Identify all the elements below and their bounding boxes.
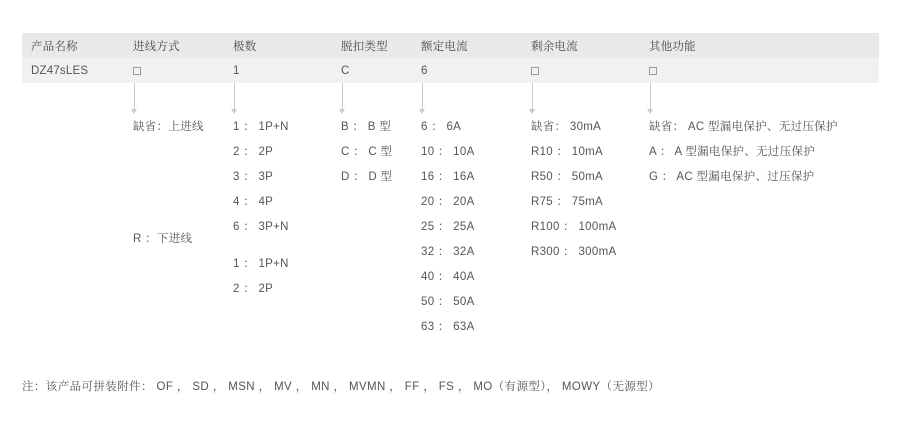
arrow-connectors (22, 83, 879, 115)
legend-entry: 缺省： AC 型漏电保护、无过压保护 (649, 121, 838, 133)
legend-col-pole-number (224, 115, 332, 365)
legend-group (133, 227, 224, 252)
legend-group (421, 115, 522, 340)
legend-group (233, 115, 332, 240)
legend-group (531, 115, 640, 265)
table-value-row (22, 58, 879, 83)
legend-col-trip-type (332, 115, 412, 365)
table-value-cell-residual (522, 58, 640, 83)
legend-group (133, 115, 224, 140)
legend-entry: 25 ： 25A (421, 221, 475, 233)
legend-entry: 50 ： 50A (421, 296, 475, 308)
legend-entry: 3 ： 3P (233, 171, 274, 183)
legend-entry: 1 ： 1P+N (233, 121, 289, 133)
table-header-row (22, 33, 879, 58)
table-header-cell: 脱扣类型 (341, 40, 388, 53)
footnote: 注：该产品可拼装附件： OF ， SD ， MSN ， MV ， MN ， MVMN ， FF ， FS ， MO（有源型）， MOWY（无源型） (22, 381, 661, 393)
legend-entry: 2 ： 2P (233, 283, 274, 295)
table-header-cell: 产品名称 (31, 40, 78, 53)
arrow-down-icon (234, 83, 235, 109)
legend-entry: 1 ： 1P+N (233, 258, 289, 270)
legend-entry: R50 ： 50mA (531, 171, 604, 183)
legend-entry: 32 ： 32A (421, 246, 475, 258)
legend-col-incoming-line-mode (124, 115, 224, 365)
legend-entry: R ：下进线 (133, 233, 193, 245)
legend-entry: 16 ： 16A (421, 171, 475, 183)
table-header-cell: 额定电流 (421, 40, 468, 53)
arrow-down-icon (650, 83, 651, 109)
table-header-cell: 剩余电流 (531, 40, 578, 53)
legend-entry: 2 ： 2P (233, 146, 274, 158)
legend-entry: 6 ： 3P+N (233, 221, 289, 233)
spacer (133, 177, 224, 202)
legend-entry: 缺省：上进线 (133, 121, 204, 133)
legend-columns (22, 115, 879, 365)
legend-col-residual-current (522, 115, 640, 365)
table-value-cell-incoming (124, 58, 224, 83)
arrow-down-icon (134, 83, 135, 109)
legend-entry: 6 ： 6A (421, 121, 462, 133)
legend-entry: R300 ： 300mA (531, 246, 617, 258)
table-header-cell: 极数 (233, 40, 257, 53)
table-value-cell-other (640, 58, 879, 83)
arrow-down-icon (532, 83, 533, 109)
legend-entry: 10 ： 10A (421, 146, 475, 158)
placeholder-box-icon (649, 67, 657, 75)
table-value-cell-current: 6 (421, 64, 428, 77)
spacer (133, 202, 224, 227)
legend-entry: 20 ： 20A (421, 196, 475, 208)
legend-col-product-name (22, 115, 124, 365)
legend-entry: R75 ： 75mA (531, 196, 604, 208)
legend-entry: A ： A 型漏电保护、无过压保护 (649, 146, 816, 158)
legend-entry: D ： D 型 (341, 171, 393, 183)
legend-group (341, 115, 412, 190)
legend-entry: 63 ： 63A (421, 321, 475, 333)
legend-entry: C ： C 型 (341, 146, 393, 158)
legend-entry: 40 ： 40A (421, 271, 475, 283)
legend-entry: R100 ： 100mA (531, 221, 617, 233)
spacer (133, 152, 224, 177)
legend-col-other-functions (640, 115, 879, 365)
arrow-down-icon (342, 83, 343, 109)
code-structure-table (22, 33, 879, 83)
placeholder-box-icon (531, 67, 539, 75)
legend-entry: R10 ： 10mA (531, 146, 604, 158)
table-value-cell-poles: 1 (233, 64, 240, 77)
table-value-cell-trip: C (341, 64, 350, 77)
table-header-cell: 其他功能 (649, 40, 696, 53)
arrow-down-icon (422, 83, 423, 109)
legend-entry: 4 ： 4P (233, 196, 274, 208)
legend-col-rated-current (412, 115, 522, 365)
table-value-cell-product: DZ47sLES (31, 64, 89, 77)
placeholder-box-icon (133, 67, 141, 75)
legend-group (649, 115, 879, 190)
legend-entry: 缺省： 30mA (531, 121, 602, 133)
table-header-cell: 进线方式 (133, 40, 180, 53)
legend-entry: G ： AC 型漏电保护、过压保护 (649, 171, 815, 183)
legend-group (233, 252, 332, 302)
legend-entry: B ： B 型 (341, 121, 392, 133)
